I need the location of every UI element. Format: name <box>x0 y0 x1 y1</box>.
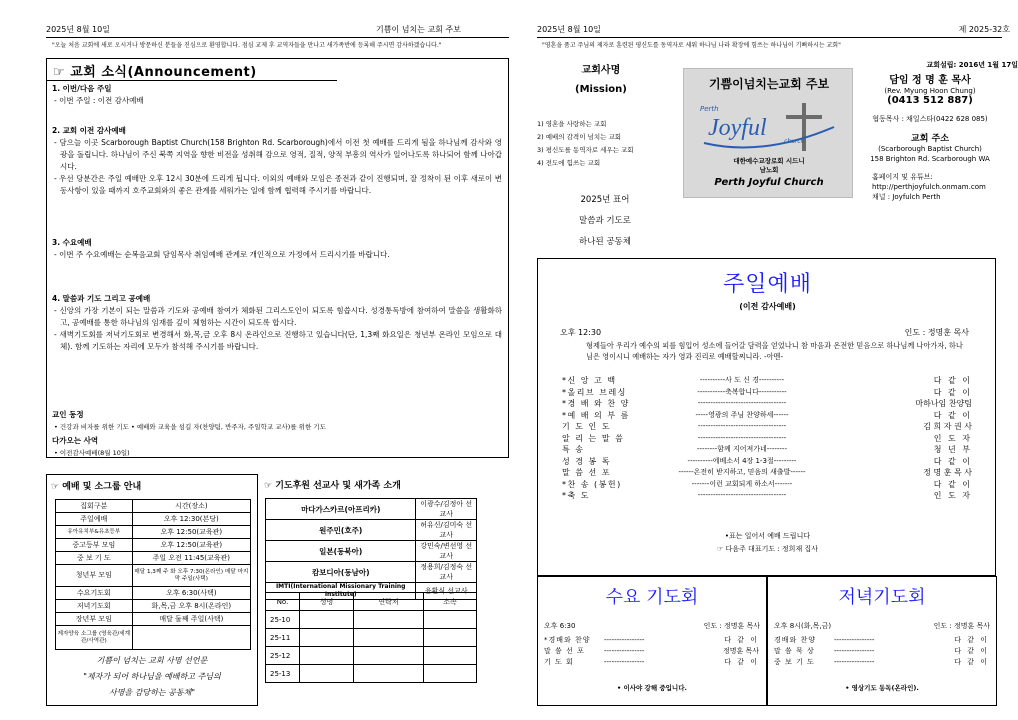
missionary-name: 강민숙/변선영 선교사 <box>416 541 477 562</box>
order-item: 성 경 봉 독 <box>562 456 612 466</box>
table-cell: 수요기도회 <box>56 587 133 600</box>
new-family-table <box>265 592 477 683</box>
order-item: 말 씀 선 포 <box>544 647 585 655</box>
missionary-name: 윤환식 선교사 <box>416 583 477 600</box>
order-content: ---------------- <box>604 647 645 655</box>
worship-subtitle: (이전 감사예배) <box>739 302 796 311</box>
pastor-phone: (0413 512 887) <box>887 95 973 106</box>
left-date: 2025년 8월 10일 <box>46 25 110 34</box>
table-cell <box>424 647 477 665</box>
order-item: 기 도 회 <box>544 658 574 666</box>
worship-leader: 인도 : 정명훈 목사 <box>904 328 969 337</box>
address-title: 교회 주소 <box>911 134 949 144</box>
table-cell: 청년부 모임 <box>56 565 133 587</box>
announcement-box <box>46 58 509 458</box>
table-cell: 화,목,금 오후 8시(온라인) <box>132 600 250 613</box>
next-prayer-leader: ☞ 다음주 대표기도 : 정희재 집사 <box>717 545 818 553</box>
order-person: 다 같 이 <box>954 636 989 644</box>
evening-title: 저녁기도회 <box>838 587 926 608</box>
associate-pastor: 협동목사 : 채일스타(0422 628 085) <box>872 115 988 123</box>
wordmark-big: Joyful <box>708 115 767 141</box>
wednesday-title: 수요 기도회 <box>605 587 699 608</box>
order-item: 기 도 인 도 <box>562 422 612 431</box>
order-item: 특 송 <box>562 445 585 454</box>
table-header: 소속 <box>424 593 477 611</box>
section-heading: 교인 동정 <box>52 410 84 419</box>
order-person: 김 희 자 권 사 <box>923 422 972 431</box>
section-heading: 1. 이번/다음 주일 <box>52 84 112 93</box>
table-cell: 25-12 <box>266 647 300 665</box>
evening-time: 오후 8시(화,목,금) <box>774 622 832 630</box>
order-content: ----------------------------------- <box>697 399 787 407</box>
table-cell: 25-10 <box>266 611 300 629</box>
title-underline <box>47 80 337 81</box>
order-row <box>562 421 972 433</box>
table-header: 성명 <box>300 593 354 611</box>
worship-title: 주일예배 <box>722 272 812 297</box>
order-person: 다 같 이 <box>933 479 972 489</box>
logo-box <box>683 68 853 198</box>
hand-pointer-icon: ☞ <box>264 481 276 491</box>
table-cell: 주일 오전 11:45(교육관) <box>132 552 250 565</box>
paper-name: 기쁨이넘치는교회 주보 <box>708 77 830 91</box>
right-date: 2025년 8월 10일 <box>537 25 601 34</box>
order-item: *신 앙 고 백 <box>562 376 617 385</box>
website-link[interactable]: http://perthjoyfulch.onmam.com <box>872 183 986 191</box>
order-person: 마하나임 찬양팀 <box>915 399 972 408</box>
table-header: 시간(장소) <box>132 500 250 513</box>
announcement-title: ☞ 교회 소식(Announcement) <box>53 65 257 80</box>
table-cell <box>424 629 477 647</box>
order-content: ---------------- <box>604 636 645 644</box>
mission-field: 원주민(호주) <box>266 520 416 541</box>
table-cell <box>354 611 424 629</box>
table-cell: 매달 1,3째 주 화 오후 7:30(온라인) 매달 마지막 주일(사택) <box>132 565 250 587</box>
order-row <box>562 456 972 468</box>
order-content: ----------------------------------- <box>697 422 787 430</box>
worship-order <box>562 375 972 502</box>
order-content: ----------에베소서 4장 1-3절--------- <box>687 456 797 465</box>
table-cell: 주일예배 <box>56 513 133 526</box>
mission-field: 캄보디아(동남아) <box>266 562 416 583</box>
web-title: 홈페이지 및 유튜브: <box>872 173 933 181</box>
order-row <box>774 646 989 657</box>
order-row <box>562 479 972 491</box>
section-heading: 4. 말씀과 기도 그리고 공예배 <box>52 294 151 303</box>
table-cell: 오후 6:30(사택) <box>132 587 250 600</box>
worship-time: 오후 12:30 <box>560 328 602 337</box>
table-cell: 중고등부 모임 <box>56 539 133 552</box>
evening-leader: 인도 : 정명훈 목사 <box>933 622 990 630</box>
table-cell: 저녁기도회 <box>56 600 133 613</box>
issue-number: 제 2025-32호 <box>958 25 1010 34</box>
order-row <box>562 375 972 387</box>
church-english-name: Perth Joyful Church <box>714 177 824 188</box>
evening-order <box>774 635 989 668</box>
order-person: 다 같 이 <box>954 647 989 655</box>
mission-title-ko: 교회사명 <box>581 65 621 76</box>
order-person: 인 도 자 <box>933 433 972 443</box>
denomination-line: 남노회 <box>759 166 779 174</box>
table-cell <box>132 626 250 650</box>
missionary-name: 이광수/김정아 선교사 <box>416 499 477 520</box>
church-info <box>842 60 1018 202</box>
section-heading: 3. 수요예배 <box>52 238 92 247</box>
order-content: --------함께 지어져가네-------- <box>697 445 787 453</box>
order-item: 말 씀 묵 상 <box>774 647 815 655</box>
order-item: 중 보 기 도 <box>774 658 815 666</box>
wednesday-order <box>544 635 759 668</box>
header-rule <box>46 37 509 38</box>
pastor-name: 담임 정 명 훈 목사 <box>889 75 971 86</box>
joyful-church-logo-icon <box>694 97 844 155</box>
mission-field: IMTI(International Missionary Training Institute) <box>266 583 416 600</box>
table-cell <box>354 647 424 665</box>
order-person: 다 같 이 <box>724 636 759 644</box>
order-item: *경 배 와 찬 양 <box>562 399 630 408</box>
order-content: ---------------- <box>834 658 875 666</box>
evening-note: • 영상기도 동독(온라인). <box>845 684 919 692</box>
announcement-section <box>52 125 502 197</box>
sunday-worship-box <box>537 258 996 576</box>
table-cell: 오후 12:50(교육관) <box>132 526 250 539</box>
table-cell: 오후 12:30(본당) <box>132 513 250 526</box>
order-row <box>562 444 972 456</box>
list-item: 4) 전도에 힘쓰는 교회 <box>537 159 601 167</box>
order-content: ----------사 도 신 경---------- <box>699 376 785 384</box>
table-cell <box>300 611 354 629</box>
table-cell: 매달 둘째 주일(사택) <box>132 613 250 626</box>
section-line: • 이전감사예배(8월 10일) <box>54 449 130 457</box>
vision-notice: "영혼을 품고 주님의 제자로 훈련된 평신도를 동역자로 세워 하나님 나라 확장에 힘쓰는 하나님이 기뻐하시는 교회" <box>542 42 841 49</box>
address-line: 158 Brighton Rd. Scarborough WA <box>870 155 990 163</box>
order-content: -----------축복합니다----------- <box>697 387 787 396</box>
list-item: 2) 예배의 감격이 넘치는 교회 <box>537 133 622 141</box>
order-item: 알 리 는 말 씀 <box>562 433 625 443</box>
order-row <box>544 657 759 668</box>
announcement-section <box>52 237 502 261</box>
wednesday-prayer-box <box>537 576 767 706</box>
order-row <box>544 635 759 646</box>
table-cell: 제자양육 소그룹 (영육관/세계관/사역관) <box>56 626 133 650</box>
order-item: 말 씀 선 포 <box>562 468 612 477</box>
order-item: *축 도 <box>562 491 590 500</box>
mission-statement-title: 기쁨이 넘치는 교회 사명 선언문 <box>96 656 208 665</box>
order-content: -----영광의 주님 찬양하세------ <box>695 410 789 419</box>
table-cell: 장년부 모임 <box>56 613 133 626</box>
prayer-title: ☞ 기도후원 선교사 및 새가족 소개 <box>264 481 401 491</box>
section-line: - 신앙의 가장 기본이 되는 말씀과 기도와 공예배 참여가 체화된 그리스도인이 되도록 힘씁시다. 성경통독방에 참여하여 말씀을 생활화하고, 공예배를 통한 하나님의 임재를 깊이 체험하는 시간이 되도록 합시다. <box>54 306 502 327</box>
table-header: 연락처 <box>354 593 424 611</box>
table-header: No. <box>266 593 300 611</box>
table-cell: 25-13 <box>266 665 300 683</box>
table-cell <box>300 665 354 683</box>
address-line: (Scarborough Baptist Church) <box>878 145 982 153</box>
mission-field: 일본(동북아) <box>266 541 416 562</box>
mission-field: 마다가스카르(아프리카) <box>266 499 416 520</box>
motto-line: 말씀과 기도로 <box>579 216 631 226</box>
missionary-name: 허유신/김미숙 선교사 <box>416 520 477 541</box>
section-heading: 다가오는 사역 <box>52 436 99 445</box>
table-cell: 중 보 기 도 <box>56 552 133 565</box>
order-person: 다 같 이 <box>933 410 972 420</box>
wordmark-small: Perth <box>700 105 719 113</box>
motto-line: 2025년 표어 <box>580 195 630 205</box>
table-cell <box>354 665 424 683</box>
founded-date: 교회설립: 2016년 1월 17일 <box>926 61 1018 69</box>
order-content: ----------------------------------- <box>697 433 787 442</box>
table-header: 집회구분 <box>56 500 133 513</box>
denomination <box>684 157 854 175</box>
table-cell: 오후 12:50(교육관) <box>132 539 250 552</box>
table-cell <box>424 665 477 683</box>
order-item: *찬 송 (봉헌) <box>562 479 622 489</box>
order-row <box>562 490 972 502</box>
announcement-section <box>52 293 502 353</box>
order-person: 인 도 자 <box>933 491 972 500</box>
order-row <box>562 387 972 399</box>
order-item: 경배와 찬양 <box>774 636 817 644</box>
schedule-box <box>46 474 258 706</box>
order-content: ----------------------------------- <box>697 491 787 499</box>
order-person: 정 명 훈 목 사 <box>923 468 972 477</box>
evening-prayer-box <box>767 576 997 706</box>
welcome-notice: "오늘 처음 교회에 새로 오시거나 방문하신 분들을 진심으로 환영합니다. 점심 교제 후 교역자들을 만나고 새가족반에 등록해 주시면 감사하겠습니다." <box>52 42 442 49</box>
masthead <box>537 58 1018 250</box>
table-cell <box>424 611 477 629</box>
announcement-section <box>52 435 502 459</box>
wednesday-note: • 이사야 강해 중입니다. <box>617 684 687 692</box>
header-rule <box>537 37 1002 38</box>
order-person: 다 같 이 <box>933 376 972 385</box>
order-person: 다 같 이 <box>954 658 989 666</box>
order-person: 다 같 이 <box>724 658 759 666</box>
table-cell: 25-11 <box>266 629 300 647</box>
mission-statement-line: 사명을 감당하는 공동체" <box>108 688 196 697</box>
section-line: - 새벽기도회를 저녁기도회로 변경해서 화,목,금 오후 8시 온라인으로 진행하고 있습니다(단, 1,3째 화요일은 청년부 온라인 모임으로 대체). 함께 기도하는 자리에 모두가 참석해 주시기를 바랍니다. <box>54 330 502 351</box>
list-item: 3) 평신도를 동역자로 세우는 교회 <box>537 146 634 154</box>
order-content: ------온전히 받지하고, 믿음의 새출발------ <box>678 468 806 476</box>
standing-note: •표는 일어서 예배 드립니다 <box>724 532 811 540</box>
order-item: *경배와 찬양 <box>544 636 591 644</box>
order-row <box>562 467 972 479</box>
schedule-title: ☞ 예배 및 소그룹 안내 <box>51 482 142 492</box>
list-item: 1) 영혼을 사랑하는 교회 <box>537 120 607 128</box>
wordmark-sub: church <box>784 138 805 145</box>
prayer-support-box <box>262 474 476 706</box>
schedule-table <box>55 499 251 650</box>
order-item: *예 배 의 부 름 <box>562 410 630 420</box>
mission-list <box>537 118 634 170</box>
call-to-worship: 형제들아 우리가 예수의 피를 힘입어 성소에 들어갈 담력을 얻었나니 참 마음과 온전한 믿음으로 하나님께 나아가자, 하나님은 영이시니 예배하는 자가 영과 진리로 예배할찌니라. -아멘- <box>586 341 963 361</box>
motto-line: 하나된 공동체 <box>579 237 631 247</box>
announcement-section <box>52 409 502 433</box>
order-person: 다 같 이 <box>933 456 972 466</box>
announcement-section <box>52 83 502 107</box>
wednesday-time: 오후 6:30 <box>544 622 576 630</box>
denomination-line: 대한예수교장로회 시드니 <box>733 157 805 165</box>
year-motto <box>565 190 645 253</box>
section-heading: 2. 교회 이전 감사예배 <box>52 126 126 135</box>
mission-title-en: (Mission) <box>575 84 627 95</box>
pastor-english-name: (Rev. Myung Hoon Chung) <box>884 87 976 95</box>
order-row <box>774 635 989 646</box>
table-cell: 유아유치부&유초등부 <box>56 526 133 539</box>
mission-heading <box>575 61 627 99</box>
table-cell <box>300 647 354 665</box>
missionary-table <box>265 498 477 600</box>
hand-pointer-icon: ☞ <box>53 65 71 80</box>
missionary-name: 정용희/김정숙 선교사 <box>416 562 477 583</box>
hand-pointer-icon: ☞ <box>51 482 63 492</box>
order-person: 다 같 이 <box>933 387 972 397</box>
order-row <box>774 657 989 668</box>
section-line: - 담으늘 이곳 Scarborough Baptist Church(158 Brighton Rd. Scarborough)에서 이전 첫 예배를 드리게 됨을 하나님께 감사와 영광을 돌립니다. 하나님이 주신 북쪽 지역을 향한 비전을 성취해 감으로 영적, 질적, 양적 부흥의 역사가 일어나도록 하나되어 함께 나아갑시다. <box>54 138 502 171</box>
left-paper-title: 기쁨이 넘치는 교회 주보 <box>376 25 461 34</box>
table-cell <box>354 629 424 647</box>
order-content: ---------------- <box>604 658 645 666</box>
order-person: 정명훈 목사 <box>722 647 759 655</box>
mission-statement-line: "제자가 되어 하나님을 예배하고 주님의 <box>83 672 221 681</box>
order-content: -------이런 교회되게 하소서------- <box>691 479 793 488</box>
section-line: - 이번 주 수요예배는 순복음교회 담임목사 취임예배 관계로 개인적으로 가정에서 드리시기를 바랍니다. <box>54 250 390 259</box>
right-page <box>512 0 1018 720</box>
order-row <box>544 646 759 657</box>
order-person: 청 년 부 <box>933 445 972 454</box>
order-row <box>562 433 972 445</box>
wednesday-leader: 인도 : 정명훈 목사 <box>703 622 760 630</box>
order-row <box>562 410 972 422</box>
order-row <box>562 398 972 410</box>
youtube-channel: 채널 : Joyfulch Perth <box>872 193 941 201</box>
order-content: ---------------- <box>834 636 875 644</box>
order-content: ---------------- <box>834 647 875 655</box>
section-line: • 건강과 비자를 위한 기도 • 예배와 교육을 섬길 자(찬양팀, 반주자, 주일학교 교사)를 위한 기도 <box>54 423 326 431</box>
section-line: - 이번 주일 : 이전 감사예배 <box>54 96 144 105</box>
section-line: - 우선 당분간은 주일 예배만 오후 12시 30분에 드리게 됩니다. 이외의 예배와 모임은 종전과 같이 진행되며, 잘 정착이 된 이후 새로이 변동사항이 있을 때까지 호주교회와의 좋은 관계를 세워가는 일에 함께 협력해 주시기를 바랍니다. <box>54 174 502 195</box>
order-item: *올리브 브레싱 <box>562 387 627 397</box>
table-cell <box>300 629 354 647</box>
